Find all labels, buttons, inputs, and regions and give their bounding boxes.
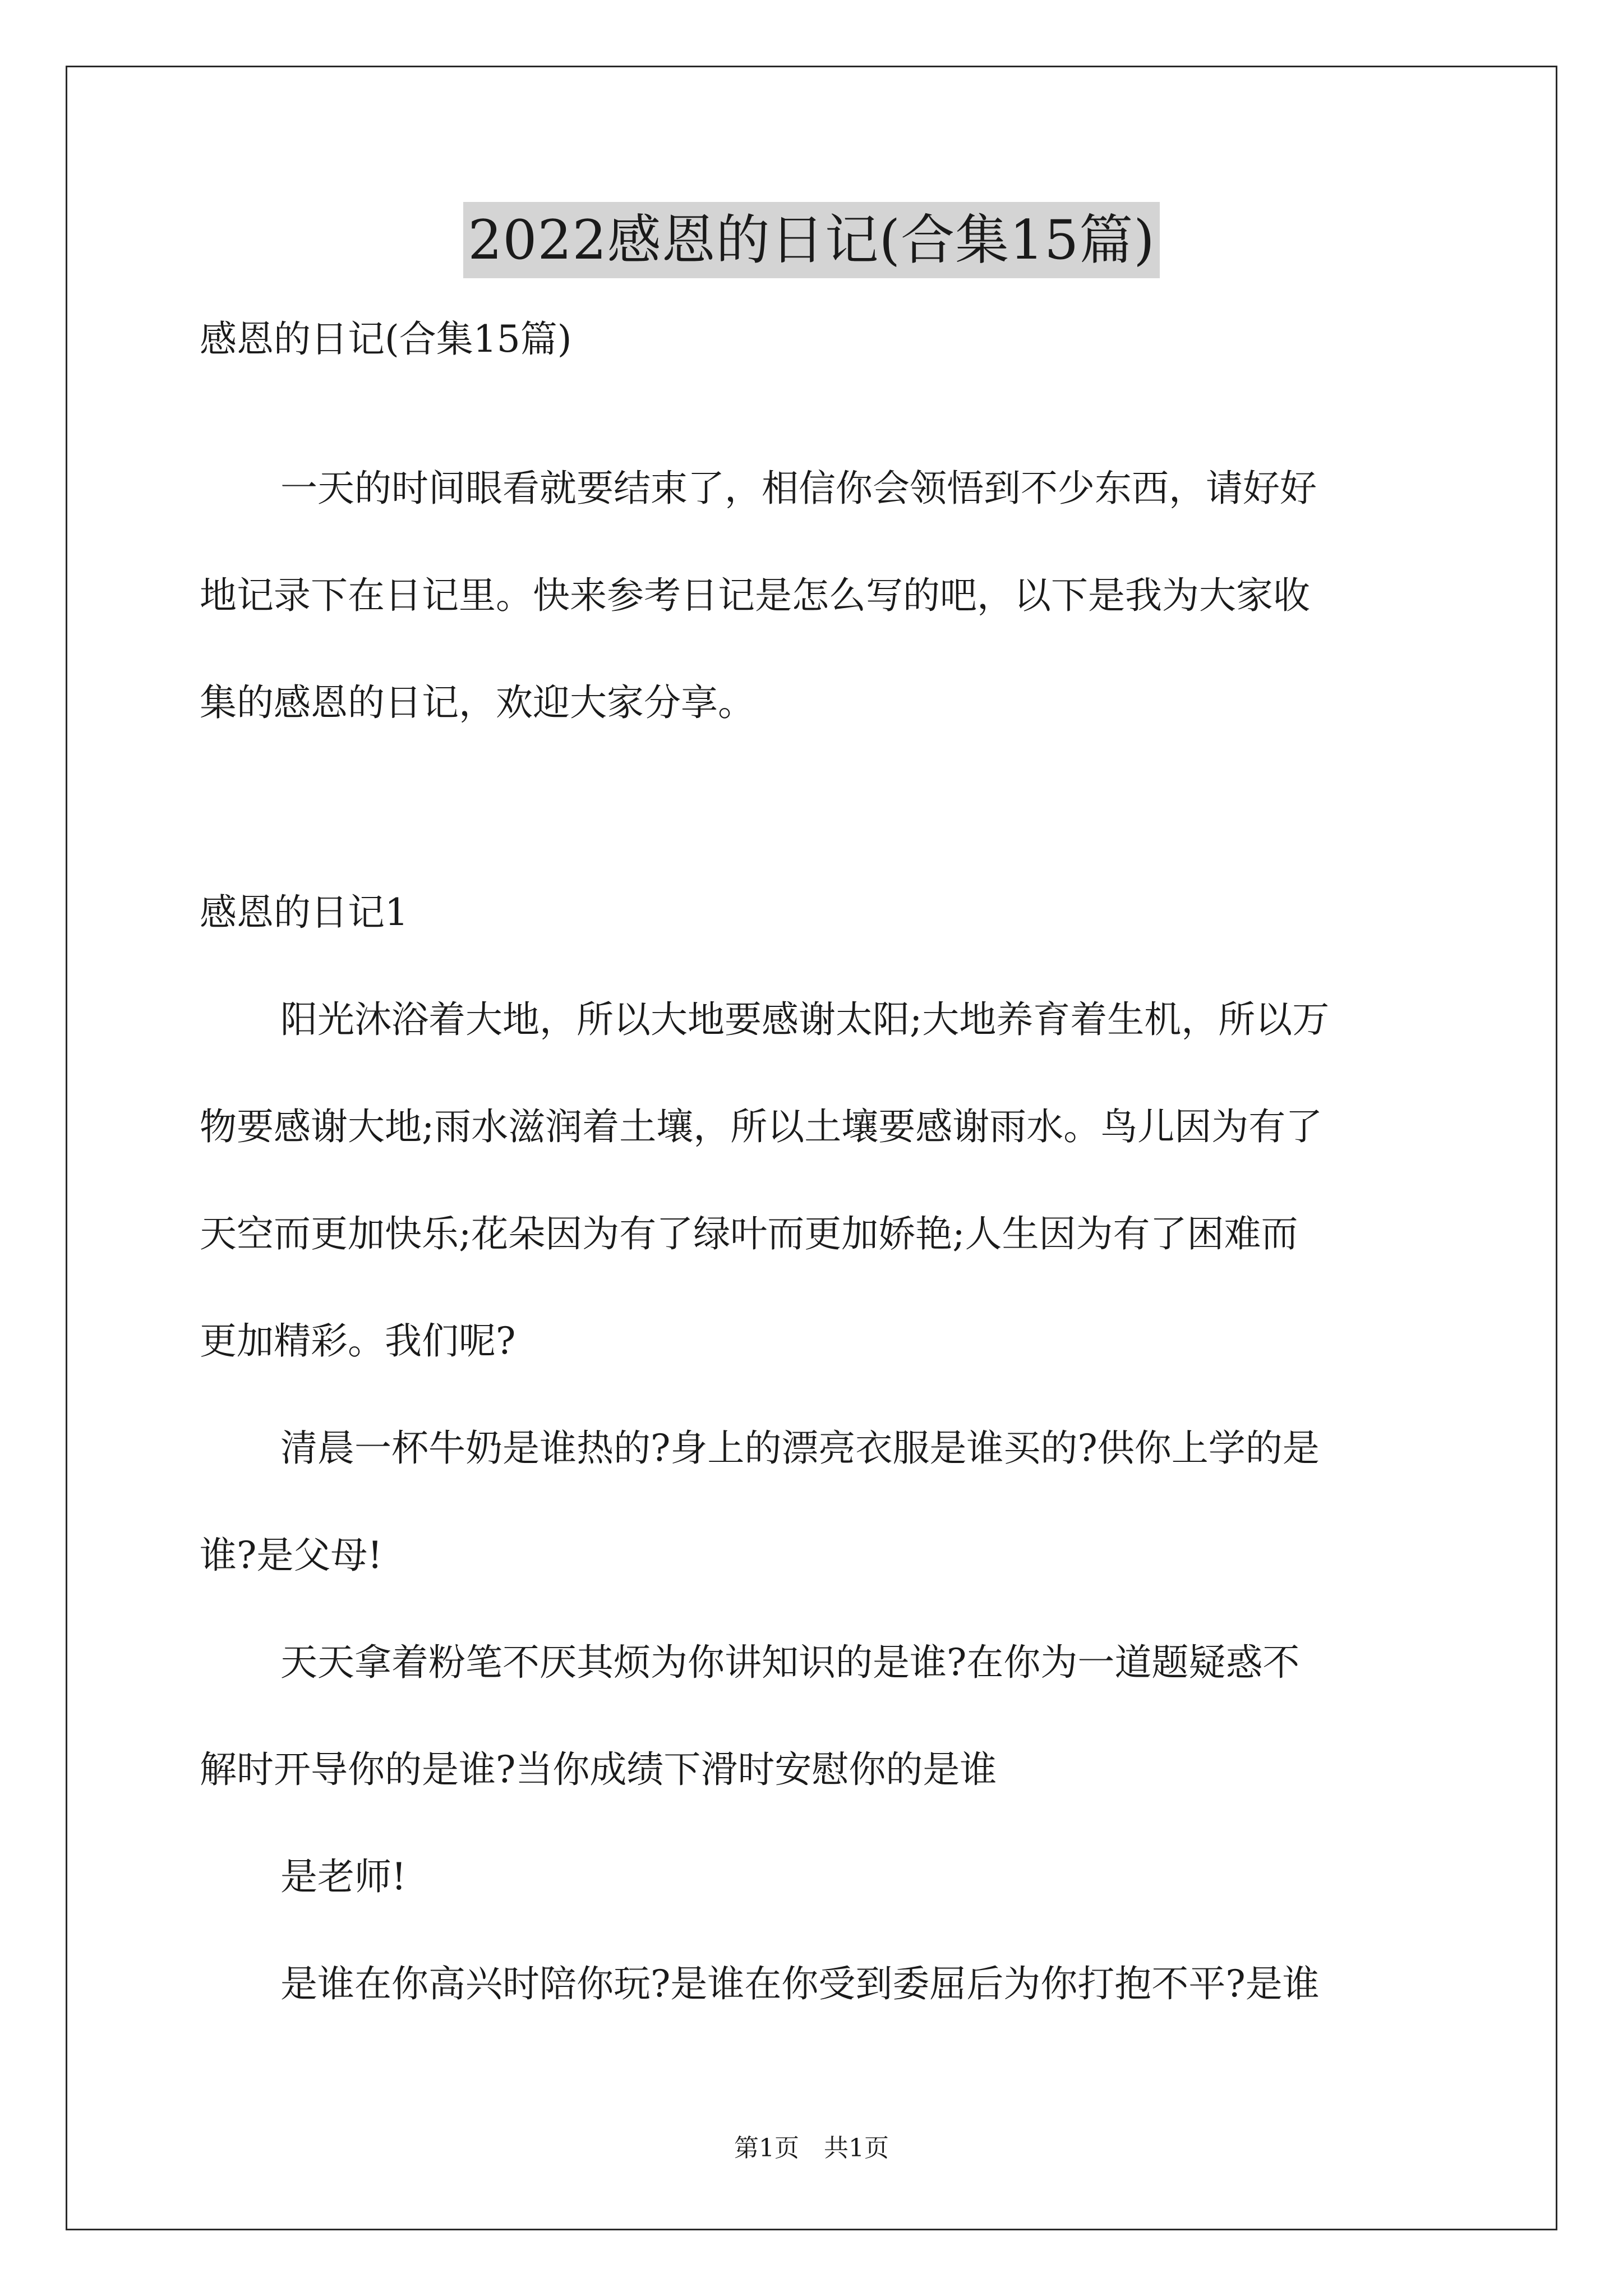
document-title: 2022感恩的日记(合集15篇): [463, 202, 1159, 278]
paragraph-line: 更加精彩。我们呢?: [200, 1319, 516, 1363]
paragraph-line: 天空而更加快乐;花朵因为有了绿叶而更加娇艳;人生因为有了困难而: [200, 1212, 1298, 1255]
paragraph-line: 解时开导你的是谁?当你成绩下滑时安慰你的是谁: [200, 1748, 997, 1791]
subtitle: 感恩的日记(合集15篇): [200, 318, 572, 361]
paragraph-line: 清晨一杯牛奶是谁热的?身上的漂亮衣服是谁买的?供你上学的是: [280, 1427, 1320, 1470]
page-footer: 第1页 共1页: [734, 2134, 889, 2162]
title-container: [0, 202, 1623, 278]
paragraph-line: 集的感恩的日记，欢迎大家分享。: [200, 681, 755, 724]
paragraph-line: 地记录下在日记里。快来参考日记是怎么写的吧，以下是我为大家收: [200, 574, 1310, 617]
paragraph-line: 阳光沐浴着大地，所以大地要感谢太阳;大地养育着生机，所以万: [280, 998, 1330, 1041]
paragraph-line: 是老师!: [280, 1855, 407, 1898]
paragraph-line: 物要感谢大地;雨水滋润着土壤，所以土壤要感谢雨水。鸟儿因为有了: [200, 1105, 1323, 1148]
paragraph-line: 是谁在你高兴时陪你玩?是谁在你受到委屈后为你打抱不平?是谁: [280, 1962, 1320, 2005]
paragraph-line: 天天拿着粉笔不厌其烦为你讲知识的是谁?在你为一道题疑惑不: [280, 1641, 1300, 1684]
paragraph-line: 一天的时间眼看就要结束了，相信你会领悟到不少东西，请好好: [280, 467, 1317, 510]
section-heading: 感恩的日记1: [200, 891, 408, 934]
paragraph-line: 谁?是父母!: [200, 1534, 382, 1577]
